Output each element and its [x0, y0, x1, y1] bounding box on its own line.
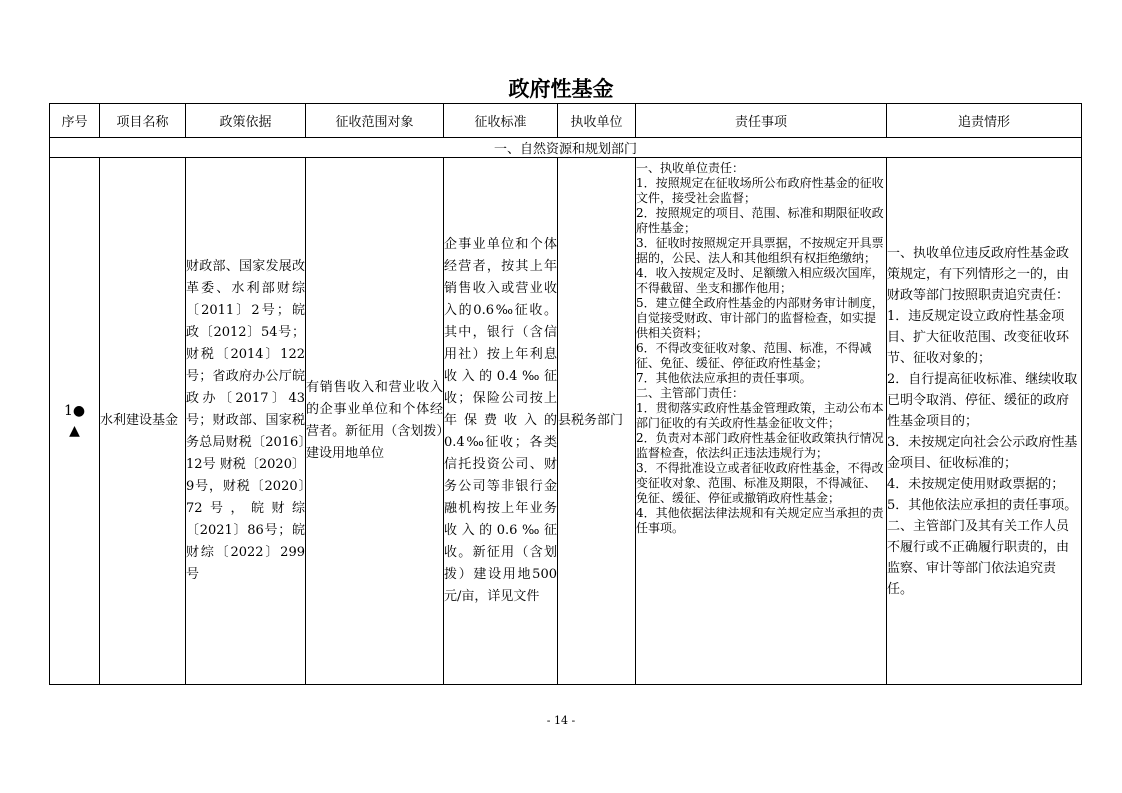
- accountability-item: 1．违反规定设立政府性基金项目、扩大征收范围、改变征收环节、征收对象的；: [887, 308, 1070, 366]
- responsibility-item: 6．不得改变征收对象、范围、标准，不得减征、免征、缓征、停征政府性基金；: [636, 341, 872, 370]
- header-unit: 执收单位: [558, 104, 636, 138]
- header-accountability: 追责情形: [887, 104, 1082, 138]
- responsibility-item: 1．贯彻落实政府性基金管理政策，主动公布本部门征收的有关政府性基金征收文件；: [636, 401, 884, 430]
- accountability-item: 一、执收单位违反政府性基金政策规定，有下列情形之一的，由财政等部门按照职责追究责任：: [887, 245, 1070, 303]
- unit-cell: 县税务部门: [558, 158, 636, 685]
- responsibilities-cell: [636, 158, 887, 685]
- scope-cell: 有销售收入和营业收入的企事业单位和个体经营者。新征用（含划拨）建设用地单位: [306, 158, 444, 685]
- page-title: 政府性基金: [508, 77, 614, 101]
- responsibility-item: 4．收入按规定及时、足额缴入相应级次国库，不得截留、坐支和挪作他用；: [636, 266, 884, 295]
- responsibility-item: 二、主管部门责任：: [636, 386, 745, 400]
- header-policy: 政策依据: [186, 104, 306, 138]
- table-row: [50, 158, 1082, 685]
- item-name-cell: 水利建设基金: [100, 158, 186, 685]
- responsibility-item: 1．按照规定在征收场所公布政府性基金的征收文件，接受社会监督；: [636, 176, 884, 205]
- seq-number: 1●: [63, 403, 86, 419]
- responsibility-item: 7．其他依法应承担的责任事项。: [636, 371, 812, 385]
- responsibility-item: 2．按照规定的项目、范围、标准和期限征收政府性基金；: [636, 206, 884, 235]
- fund-table: [49, 103, 1082, 685]
- responsibility-item: 3．征收时按照规定开具票据，不按规定开具票据的，公民、法人和其他组织有权拒绝缴纳；: [636, 236, 884, 265]
- accountability-list: [887, 243, 1081, 600]
- section-row: [50, 138, 1082, 158]
- responsibilities-list: [636, 158, 886, 536]
- responsibility-item: 3．不得批准设立或者征收政府性基金，不得改变征收对象、范围、标准及期限，不得减征、免征、缓征、停征或撤销政府性基金；: [636, 461, 884, 505]
- responsibility-item: 2．负责对本部门政府性基金征收政策执行情况监督检查，依法纠正违法违规行为；: [636, 431, 884, 460]
- policy-basis-cell: 财政部、国家发展改革委、水利部财综〔2011〕2号；皖政〔2012〕54号；财税〔2014〕122号；省政府办公厅皖政办〔2017〕43号；财政部、国家税务总局财税〔2016〕12号 财税〔2020〕9号，财税〔2020〕72号，皖财综〔2021〕86号；皖财综〔2022〕299号: [186, 158, 306, 685]
- header-responsibilities: 责任事项: [636, 104, 887, 138]
- header-name: 项目名称: [100, 104, 186, 138]
- responsibility-item: 5．建立健全政府性基金的内部财务审计制度，自觉接受财政、审计部门的监督检查，如实提供相关资料；: [636, 296, 884, 340]
- accountability-item: 3．未按规定向社会公示政府性基金项目、征收标准的；: [887, 434, 1078, 471]
- header-row: [50, 104, 1082, 138]
- accountability-item: 5．其他依法应承担的责任事项。: [887, 497, 1078, 513]
- header-scope: 征收范围对象: [306, 104, 444, 138]
- responsibility-item: 4．其他依据法律法规和有关规定应当承担的责任事项。: [636, 506, 884, 535]
- seq-cell: [50, 158, 100, 685]
- header-seq: 序号: [50, 104, 100, 138]
- accountability-item: 4．未按规定使用财政票据的；: [887, 476, 1065, 492]
- header-standard: 征收标准: [444, 104, 558, 138]
- standard-cell: 企事业单位和个体经营者，按其上年销售收入或营业收入的0.6‰征收。其中，银行（含信用社）按上年利息收入的0.4‰征收；保险公司按上年保费收入的0.4‰征收；各类信托投资公司、财务公司等非银行金融机构按上年业务收入的0.6‰征收。新征用（含划拨）建设用地500元/亩，详见文件: [444, 158, 558, 685]
- responsibility-item: 一、执收单位责任：: [636, 161, 745, 175]
- accountability-item: 二、主管部门及其有关工作人员不履行或不正确履行职责的，由监察、审计等部门依法追究责任。: [887, 518, 1070, 597]
- accountability-cell: [887, 158, 1082, 685]
- section-label: 一、自然资源和规划部门: [50, 138, 1082, 158]
- seq-mark: ▲: [69, 423, 80, 439]
- page-number: - 14 -: [546, 714, 576, 727]
- accountability-item: 2．自行提高征收标准、继续收取已明令取消、停征、缓征的政府性基金项目的；: [887, 371, 1078, 429]
